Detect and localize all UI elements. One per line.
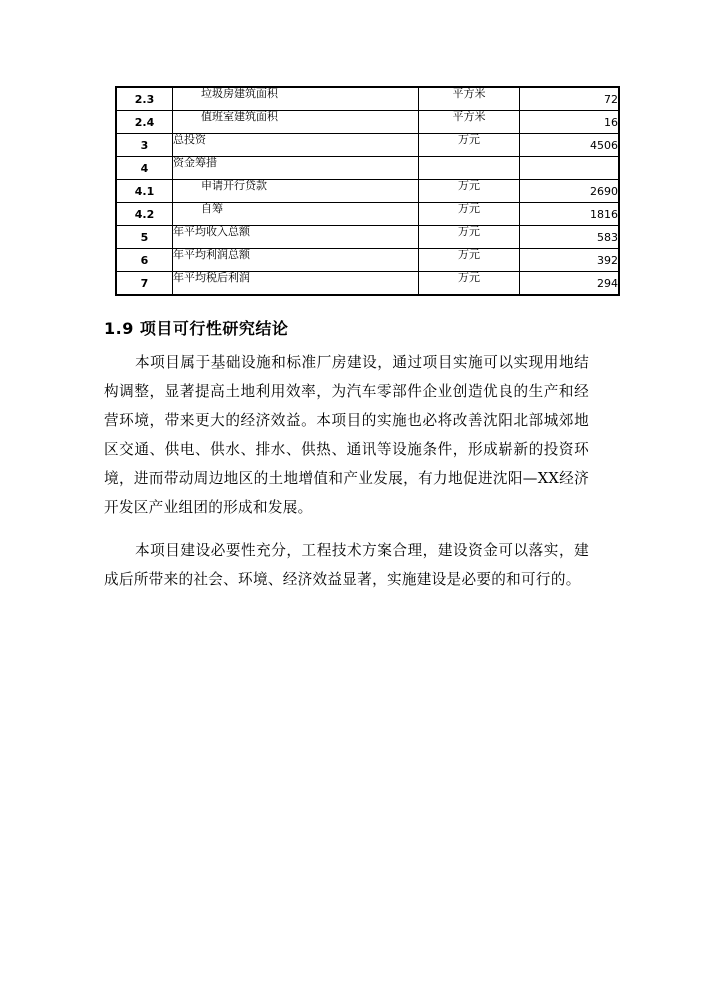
row-number: 4 <box>116 157 173 180</box>
row-value: 2690 <box>520 180 620 203</box>
row-name: 申请开行贷款 <box>173 180 419 203</box>
row-value: 16 <box>520 111 620 134</box>
row-number: 5 <box>116 226 173 249</box>
table-row <box>116 272 619 296</box>
row-unit: 万元 <box>419 180 520 203</box>
row-unit: 平方米 <box>419 87 520 111</box>
row-unit: 万元 <box>419 249 520 272</box>
row-number: 2.3 <box>116 87 173 111</box>
table-row <box>116 134 619 157</box>
row-number: 3 <box>116 134 173 157</box>
row-unit: 万元 <box>419 203 520 226</box>
row-unit <box>419 157 520 180</box>
row-name: 值班室建筑面积 <box>173 111 419 134</box>
row-name: 年平均利润总额 <box>173 249 419 272</box>
row-name: 年平均税后利润 <box>173 272 419 296</box>
project-summary-table <box>115 86 620 296</box>
table-row <box>116 87 619 111</box>
row-value <box>520 157 620 180</box>
row-name: 自筹 <box>173 203 419 226</box>
section-heading: 1.9 项目可行性研究结论 <box>104 319 289 338</box>
row-number: 4.2 <box>116 203 173 226</box>
row-name: 资金筹措 <box>173 157 419 180</box>
table-row <box>116 180 619 203</box>
row-name: 年平均收入总额 <box>173 226 419 249</box>
row-unit: 平方米 <box>419 111 520 134</box>
row-value: 294 <box>520 272 620 296</box>
row-value: 72 <box>520 87 620 111</box>
table-row <box>116 226 619 249</box>
row-name: 总投资 <box>173 134 419 157</box>
row-value: 1816 <box>520 203 620 226</box>
conclusion-paragraph-1: 本项目属于基础设施和标准厂房建设，通过项目实施可以实现用地结构调整，显著提高土地利用效率，为汽车零部件企业创造优良的生产和经营环境，带来更大的经济效益。本项目的实施也必将改善沈阳北部城郊地区交通、供电、供水、排水、供热、通讯等设施条件，形成崭新的投资环境，进而带动周边地区的土地增值和产业发展，有力地促进沈阳—XX经济开发区产业组团的形成和发展。 <box>104 354 589 516</box>
row-value: 583 <box>520 226 620 249</box>
row-value: 392 <box>520 249 620 272</box>
row-unit: 万元 <box>419 272 520 296</box>
table-row <box>116 203 619 226</box>
row-value: 4506 <box>520 134 620 157</box>
table-row <box>116 111 619 134</box>
conclusion-paragraph-2: 本项目建设必要性充分，工程技术方案合理，建设资金可以落实，建成后所带来的社会、环境、经济效益显著，实施建设是必要的和可行的。 <box>104 542 589 588</box>
table-body <box>116 87 619 295</box>
row-unit: 万元 <box>419 134 520 157</box>
row-name: 垃圾房建筑面积 <box>173 87 419 111</box>
row-unit: 万元 <box>419 226 520 249</box>
table-row <box>116 249 619 272</box>
table-row <box>116 157 619 180</box>
row-number: 4.1 <box>116 180 173 203</box>
row-number: 6 <box>116 249 173 272</box>
row-number: 7 <box>116 272 173 296</box>
row-number: 2.4 <box>116 111 173 134</box>
